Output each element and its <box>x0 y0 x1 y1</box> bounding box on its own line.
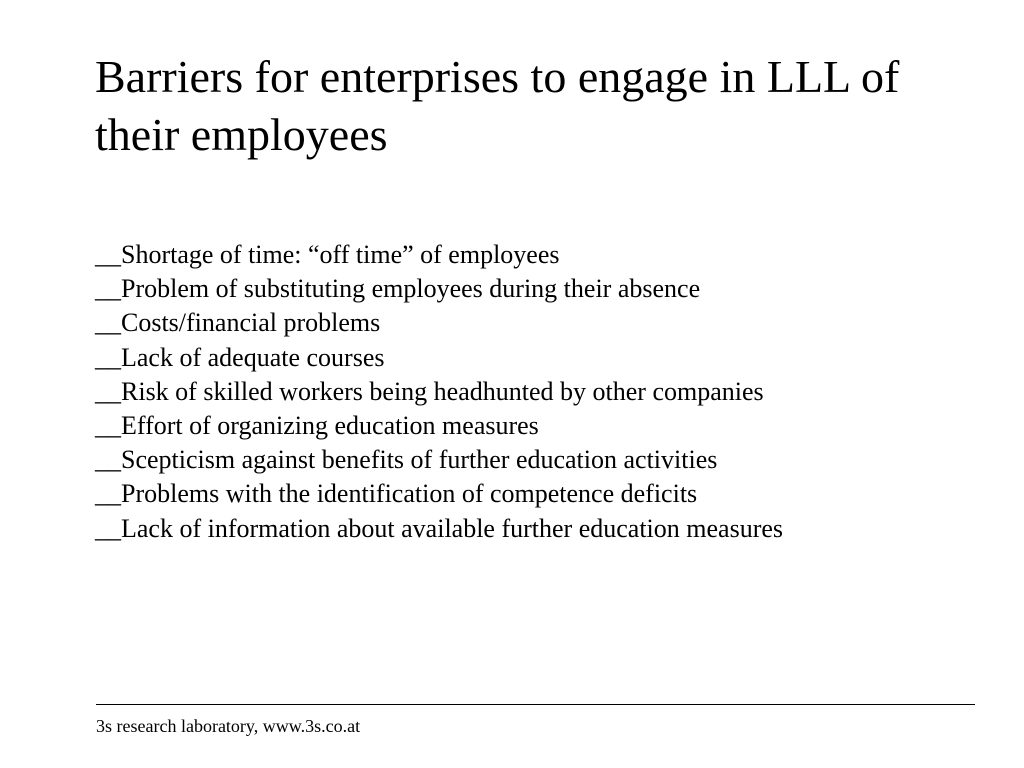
barrier-item <box>95 238 995 272</box>
barrier-item-text: Lack of information about available further education measures <box>121 513 784 543</box>
footer-divider <box>96 704 975 705</box>
bullet-prefix: __ <box>95 479 121 509</box>
barrier-item <box>95 375 995 409</box>
barrier-item <box>95 477 995 511</box>
footer-text: 3s research laboratory, www.3s.co.at <box>96 716 361 736</box>
barrier-item <box>95 409 995 443</box>
bullet-prefix: __ <box>95 240 121 269</box>
bullet-prefix: __ <box>95 376 121 406</box>
barrier-item-text: Risk of skilled workers being headhunted by other companies <box>121 376 764 406</box>
barrier-item-text: Shortage of time: “off time” of employees <box>121 240 560 269</box>
barrier-item <box>95 306 995 340</box>
bullet-prefix: __ <box>95 445 121 475</box>
barrier-item-text: Problem of substituting employees during their absence <box>121 274 701 304</box>
barrier-item <box>95 443 995 477</box>
barrier-list <box>95 238 995 546</box>
barrier-item <box>95 512 995 546</box>
bullet-prefix: __ <box>95 274 121 304</box>
slide-title: Barriers for enterprises to engage in LLL of their employees <box>95 51 900 160</box>
bullet-prefix: __ <box>95 411 121 441</box>
barrier-item <box>95 341 995 375</box>
barrier-item-text: Costs/financial problems <box>121 308 381 338</box>
bullet-prefix: __ <box>95 308 121 338</box>
barrier-item-text: Scepticism against benefits of further education activities <box>121 445 718 475</box>
barrier-item-text: Problems with the identification of competence deficits <box>121 479 698 509</box>
barrier-item <box>95 272 995 306</box>
barrier-item-text: Effort of organizing education measures <box>121 411 539 441</box>
barrier-item-text: Lack of adequate courses <box>121 342 385 372</box>
bullet-prefix: __ <box>95 513 121 543</box>
bullet-prefix: __ <box>95 342 121 372</box>
